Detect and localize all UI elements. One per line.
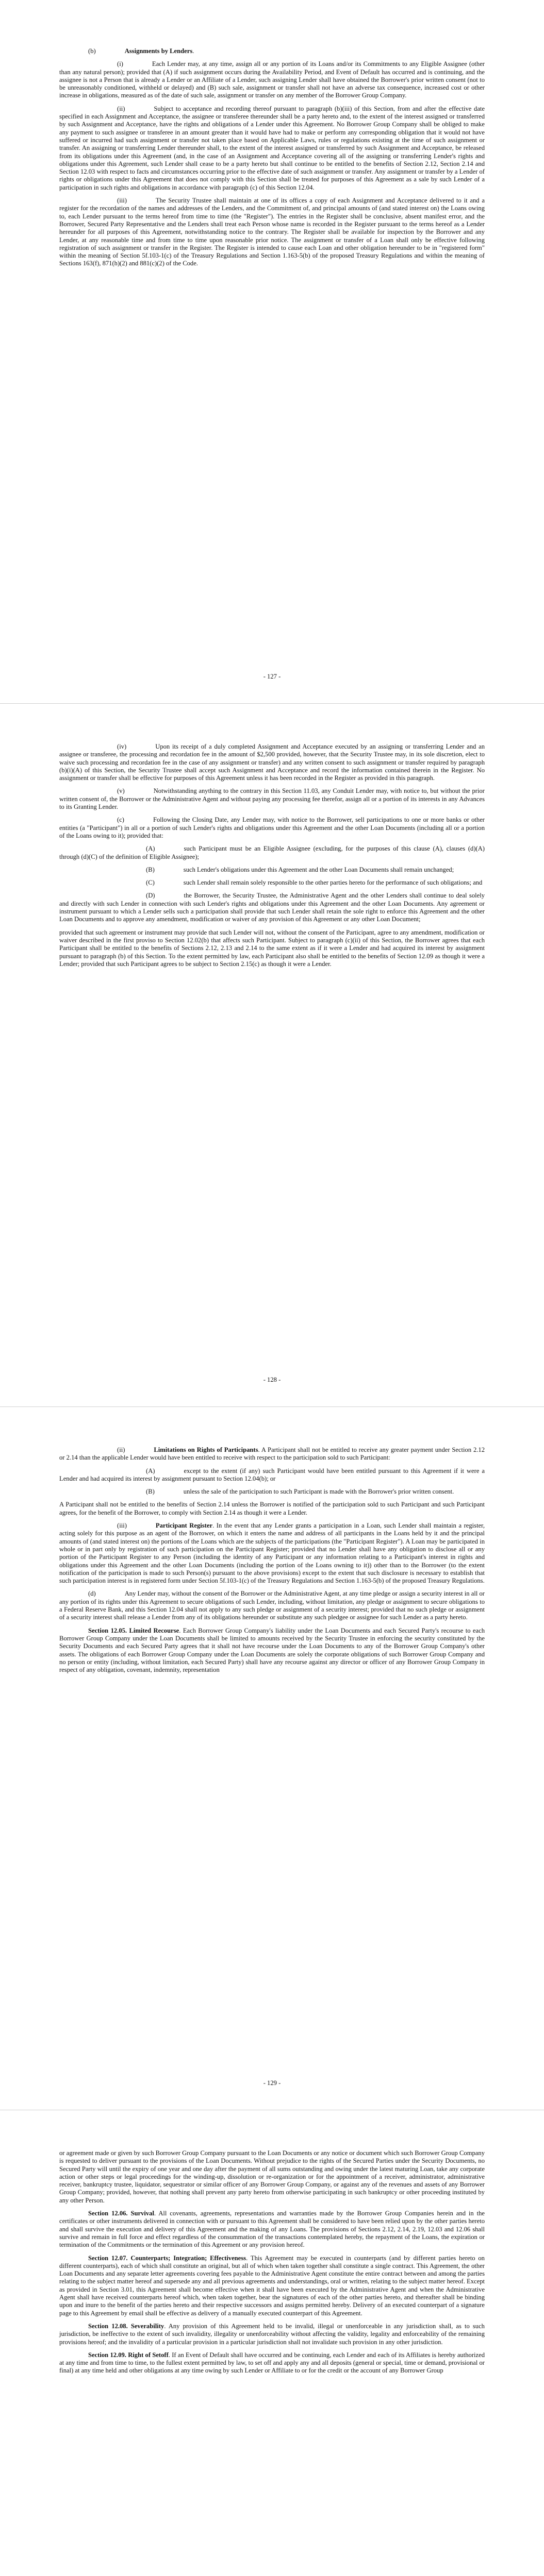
paragraph: (i) Each Lender may, at any time, assign all or any portion of its Loans and/or its Commitments to any Eligible Assignee (other than any natural person); provided that (A) if such assignment occurs during the Availability Period, and Event of Default has occurred and is continuing, and the assignee is not a Person that is already a Lender or an Affiliate of a Lender, such assigning Lender shall have obtained the Borrower's prior written consent (not to be unreasonably conditioned, withheld or delayed) and (B) such sale, assignment or transfer shall not have an adverse tax consequence, increased cost or other increase in obligations, measured as of the date of such sale, assignment or transfer on any member of the Borrower Group Company.	[59, 60, 485, 99]
paragraph: provided that such agreement or instrument may provide that such Lender will not, without the consent of the Participant, agree to any amendment, modification or waiver described in the first proviso to Section 12.02(b) that affects such Participant. Subject to paragraph (c)(ii) of this Section, the Borrower agrees that each Participant shall be entitled to the benefits of Sections 2.12, 2.13 and 2.14 to the same extent as if it were a Lender and had acquired its interest by assignment pursuant to paragraph (b) of this Section. To the extent permitted by law, each Participant also shall be entitled to the benefits of Section 12.09 as though it were a Lender; provided that such Participant agrees to be subject to Section 2.15(c) as though it were a Lender.	[59, 928, 485, 968]
paragraph: (d) Any Lender may, without the consent of the Borrower or the Administrative Agent, at any time pledge or assign a security interest in all or any portion of its rights under this Agreement to secure obligations of such Lender, including, without limitation, any pledge or assignment to secure obligations to a Federal Reserve Bank, and this Section 12.04 shall not apply to any such pledge or assignment of a security interest; provided that no such pledge or assignment of a security interest shall release a Lender from any of its obligations hereunder or substitute any such pledgee or assignee for such Lender as a party hereto.	[59, 1590, 485, 1621]
paragraph: (A) except to the extent (if any) such Participant would have been entitled pursuant to this Agreement if it were a Lender and had acquired its interest by assignment pursuant to Section 12.04(b); or	[59, 1467, 485, 1482]
section-title: Section 12.06. Survival	[88, 2210, 154, 2217]
page-number: - 129 -	[263, 2079, 281, 2087]
paragraph: (iii) Participant Register. In the event that any Lender grants a participation in a Loan, such Lender shall maintain a register, acting solely for this purpose as an agent of the Borrower, on which it enters the name and address of all participants in the Loans held by it and the principal amounts of (and stated interest on) the portions of the Loans which are the subjects of the participations (the "Participant Register"). A Loan may be participated in whole or in part only by registration of such participation on the Participant Register; provided that no Lender shall have any obligation to disclose all or any portion of the Participant Register to any Person (including the identity of any Participant or any information relating to a Participant's interest in rights and obligations under this Agreement and the other Loan Documents (including the portion of the Loans owning to it)) other than to the Borrower (to the extent notification of the participation is made to such Person(s) pursuant to the above provisions) except to the extent that such disclosure is necessary to establish that such participation interest is in registered form under Section 5f.103-1(c) of the Treasury Regulations and Section 1.163-5(b) of the proposed Treasury Regulations.	[59, 1522, 485, 1585]
paragraph: Section 12.08. Severability. Any provision of this Agreement held to be invalid, illegal or unenforceable in any jurisdiction shall, as to such jurisdiction, be ineffective to the extent of such invalidity, illegality or unenforceability without affecting the validity, legality and enforceability of the remaining provisions hereof; and the invalidity of a particular provision in a particular jurisdiction shall not invalidate such provision in any other jurisdiction.	[59, 2322, 485, 2346]
paragraph: (ii) Limitations on Rights of Participants. A Participant shall not be entitled to receive any greater payment under Section 2.12 or 2.14 than the applicable Lender would have been entitled to receive with respect to the participation sold to such Participant:	[59, 1446, 485, 1462]
paragraph: (iii) The Security Trustee shall maintain at one of its offices a copy of each Assignment and Acceptance delivered to it and a register for the recordation of the names and addresses of the Lenders, and the Commitment of, and principal amounts of (and stated interest on) the Loans owing to, each Lender pursuant to the terms hereof from time to time (the "Register"). The entries in the Register shall be conclusive, absent manifest error, and the Borrower, Secured Party Representative and the Lenders shall treat each Person whose name is recorded in the Register pursuant to the terms hereof as a Lender hereunder for all purposes of this Agreement, notwithstanding notice to the contrary. The Register shall be available for inspection by the Borrower and any Lender, at any reasonable time and from time to time upon reasonable prior notice. The assignment or transfer of a Loan shall only be effective following registration of such assignment or transfer in the Register. The Register is intended to cause each Loan and other obligation hereunder to be in "registered form" within the meaning of Section 5f.103-1(c) of the Treasury Regulations and Section 1.163-5(b) of the proposed Treasury Regulations and within the meaning of Sections 163(f), 871(h)(2) and 881(c)(2) of the Code.	[59, 197, 485, 267]
heading-label: (b)	[88, 47, 96, 55]
paragraph: Section 12.07. Counterparts; Integration; Effectiveness. This Agreement may be executed in counterparts (and by different parties hereto on different counterparts), each of which shall constitute an original, but all of which when taken together shall constitute a single contract. This Agreement, the other Loan Documents and any separate letter agreements covering fees payable to the Administrative Agent constitute the entire contract between and among the parties relating to the subject matter hereof and supersede any and all previous agreements and understandings, oral or written, relating to the subject matter hereof. Except as provided in Section 3.01, this Agreement shall become effective when it shall have been executed by the Administrative Agent and when the Administrative Agent shall have received counterparts hereof which, when taken together, bear the signatures of each of the other parties hereto, and thereafter shall be binding upon and inure to the benefit of the parties hereto and their respective successors and assigns permitted hereby. Delivery of an executed counterpart of a signature page to this Agreement by email shall be effective as delivery of a manually executed counterpart of this Agreement.	[59, 2254, 485, 2317]
page-body	[59, 704, 485, 968]
paragraph: (iv) Upon its receipt of a duly completed Assignment and Acceptance executed by an assigning or transferring Lender and an assignee or transferee, the processing and recordation fee in the amount of $2,500 provided, however, that the Security Trustee may, in its sole discretion, elect to waive such processing and recordation fee in the case of any assignment or transfer) and any written consent to such assignment or transfer required by paragraph (b)(i)(A) of this Section, the Security Trustee shall accept such Assignment and Acceptance and record the information contained therein in the Register. No assignment or transfer shall be effective for purposes of this Agreement unless it has been recorded in the Register as provided in this paragraph.	[59, 743, 485, 782]
document-page	[0, 1406, 544, 2110]
paragraph: Section 12.05. Limited Recourse. Each Borrower Group Company's liability under the Loan Documents and each Secured Party's recourse to each Borrower Group Company under the Loan Documents shall be limited to amounts received by the Security Trustee in enforcing the security constituted by the Security Documents and each Secured Party agrees that it shall not have recourse under the Loan Documents to any of the Borrower Group Company's other assets. The obligations of each Borrower Group Company under the Loan Documents are solely the corporate obligations of such Borrower Group Company and no person or entity (including, without limitation, each Secured Party) shall have any recourse against any director or officer of any Borrower Group Company in respect of any obligation, covenant, indemnity, representation	[59, 1626, 485, 1674]
page-body	[59, 0, 485, 268]
document-page	[0, 703, 544, 1406]
document-page	[0, 0, 544, 703]
paragraph: (v) Notwithstanding anything to the contrary in this Section 11.03, any Conduit Lender may, with notice to, but without the prior written consent of, the Borrower or the Administrative Agent and without paying any processing fee therefor, assign all or a portion of its interests in any Advances to its Granting Lender.	[59, 787, 485, 811]
page-body	[59, 1407, 485, 1674]
section-title: Section 12.08. Severability	[88, 2322, 164, 2330]
section-title: Section 12.09. Right of Setoff	[88, 2351, 169, 2359]
paragraph: (D) the Borrower, the Security Trustee, the Administrative Agent and the other Lenders shall continue to deal solely and directly with such Lender in connection with such Lender's rights and obligations under this Agreement and the other Loan Documents. Any agreement or instrument pursuant to which a Lender sells such a participation shall provide that such Lender shall retain the sole right to enforce this Agreement and the other Loan Documents and to approve any amendment, modification or waiver of any provision of this Agreement or any other Loan Document;	[59, 892, 485, 923]
page-number: - 127 -	[263, 672, 281, 680]
page-body	[59, 2110, 485, 2375]
paragraph: (A) such Participant must be an Eligible Assignee (excluding, for the purposes of this clause (A), clauses (d)(A) through (d)(C) of the definition of Eligible Assignee);	[59, 845, 485, 860]
page-number: - 128 -	[263, 1376, 281, 1383]
paragraph: (B) unless the sale of the participation to such Participant is made with the Borrower's prior written consent.	[146, 1488, 454, 1496]
document-page	[0, 2110, 544, 2576]
section-title: Section 12.07. Counterparts; Integration; Effectiveness	[88, 2254, 246, 2262]
section-title: Section 12.05. Limited Recourse	[88, 1626, 179, 1634]
section-heading: (b) Assignments by Lenders.	[88, 47, 194, 55]
paragraph: (C) such Lender shall remain solely responsible to the other parties hereto for the performance of such obligations; and	[146, 879, 483, 887]
paragraph: Section 12.09. Right of Setoff. If an Event of Default shall have occurred and be continuing, each Lender and each of its Affiliates is hereby authorized at any time and from time to time, to the fullest extent permitted by law, to set off and apply any and all deposits (general or special, time or demand, provisional or final) at any time held and other obligations at any time owing by such Lender or Affiliate to or for the credit or the account of any Borrower Group	[59, 2351, 485, 2375]
paragraph: (ii) Subject to acceptance and recording thereof pursuant to paragraph (b)(iii) of this Section, from and after the effective date specified in each Assignment and Acceptance, the assignee or transferee thereunder shall be a party hereto and, to the extent of the interest assigned or transferred by such Assignment and Acceptance, have the rights and obligations of a Lender under this Agreement. No Borrower Group Company shall be obliged to make any payment to such assignee or transferee in an amount greater than it would have had to make or perform any corresponding obligation that it would not have suffered or incurred had such assignment or transfer not taken place based on Applicable Laws, rules or regulations existing at the time of such assignment or transfer. An assigning or transferring Lender thereunder shall, to the extent of the interest assigned or transferred by such Assignment and Acceptance, be released from its obligations under this Agreement (and, in the case of an Assignment and Acceptance covering all of the assigning or transferring Lender's rights and obligations under this Agreement, such Lender shall cease to be a party hereto but shall continue to be entitled to the benefits of Section 2.12, Section 2.14 and Section 12.03 with respect to facts and circumstances occurring prior to the effective date of such assignment or transfer. Any assignment or transfer by a Lender of rights or obligations under this Agreement that does not comply with this Section shall be treated for purposes of this Agreement as a sale by such Lender of a participation in such rights and obligations in accordance with paragraph (c) of this Section 12.04.	[59, 105, 485, 191]
paragraph: A Participant shall not be entitled to the benefits of Section 2.14 unless the Borrower is notified of the participation sold to such Participant and such Participant agrees, for the benefit of the Borrower, to comply with Section 2.14 as though it were a Lender.	[59, 1501, 485, 1516]
paragraph: (B) such Lender's obligations under this Agreement and the other Loan Documents shall remain unchanged;	[146, 866, 454, 873]
heading-title: Assignments by Lenders	[124, 47, 193, 55]
paragraph: or agreement made or given by such Borrower Group Company pursuant to the Loan Documents or any notice or document which such Borrower Group Company is requested to deliver pursuant to the provisions of the Loan Documents. Without prejudice to the rights of the Secured Parties under the Security Documents, no Secured Party will until the expiry of one year and one day after the payment of all sums outstanding and owing under the latest maturing Loan, take any corporate action or other steps or legal proceedings for the winding-up, dissolution or re-organization or for the appointment of a receiver, administrator, administrative receiver, bankruptcy trustee, liquidator, sequestrator or similar officer of any Borrower Group Company, or against any of the revenues and assets of any Borrower Group Company; provided, however, that nothing shall prevent any party hereto from otherwise participating in such bankruptcy or other proceeding instituted by any other Person.	[59, 2149, 485, 2204]
paragraph: Section 12.06. Survival. All covenants, agreements, representations and warranties made by the Borrower Group Companies herein and in the certificates or other instruments delivered in connection with or pursuant to this Agreement shall be considered to have been relied upon by the other parties hereto and shall survive the execution and delivery of this Agreement and the making of any Loans. The provisions of Sections 2.12, 2.14, 2.19, 12.03 and 12.06 shall survive and remain in full force and effect regardless of the consummation of the transactions contemplated hereby, the repayment of the Loans, the expiration or termination of the Commitments or the termination of this Agreement or any provision hereof.	[59, 2210, 485, 2249]
paragraph: (c) Following the Closing Date, any Lender may, with notice to the Borrower, sell participations to one or more banks or other entities (a "Participant") in all or a portion of such Lender's rights and obligations under this Agreement and the other Loan Documents (including all or a portion of the Loans owing to it); provided that:	[59, 816, 485, 839]
